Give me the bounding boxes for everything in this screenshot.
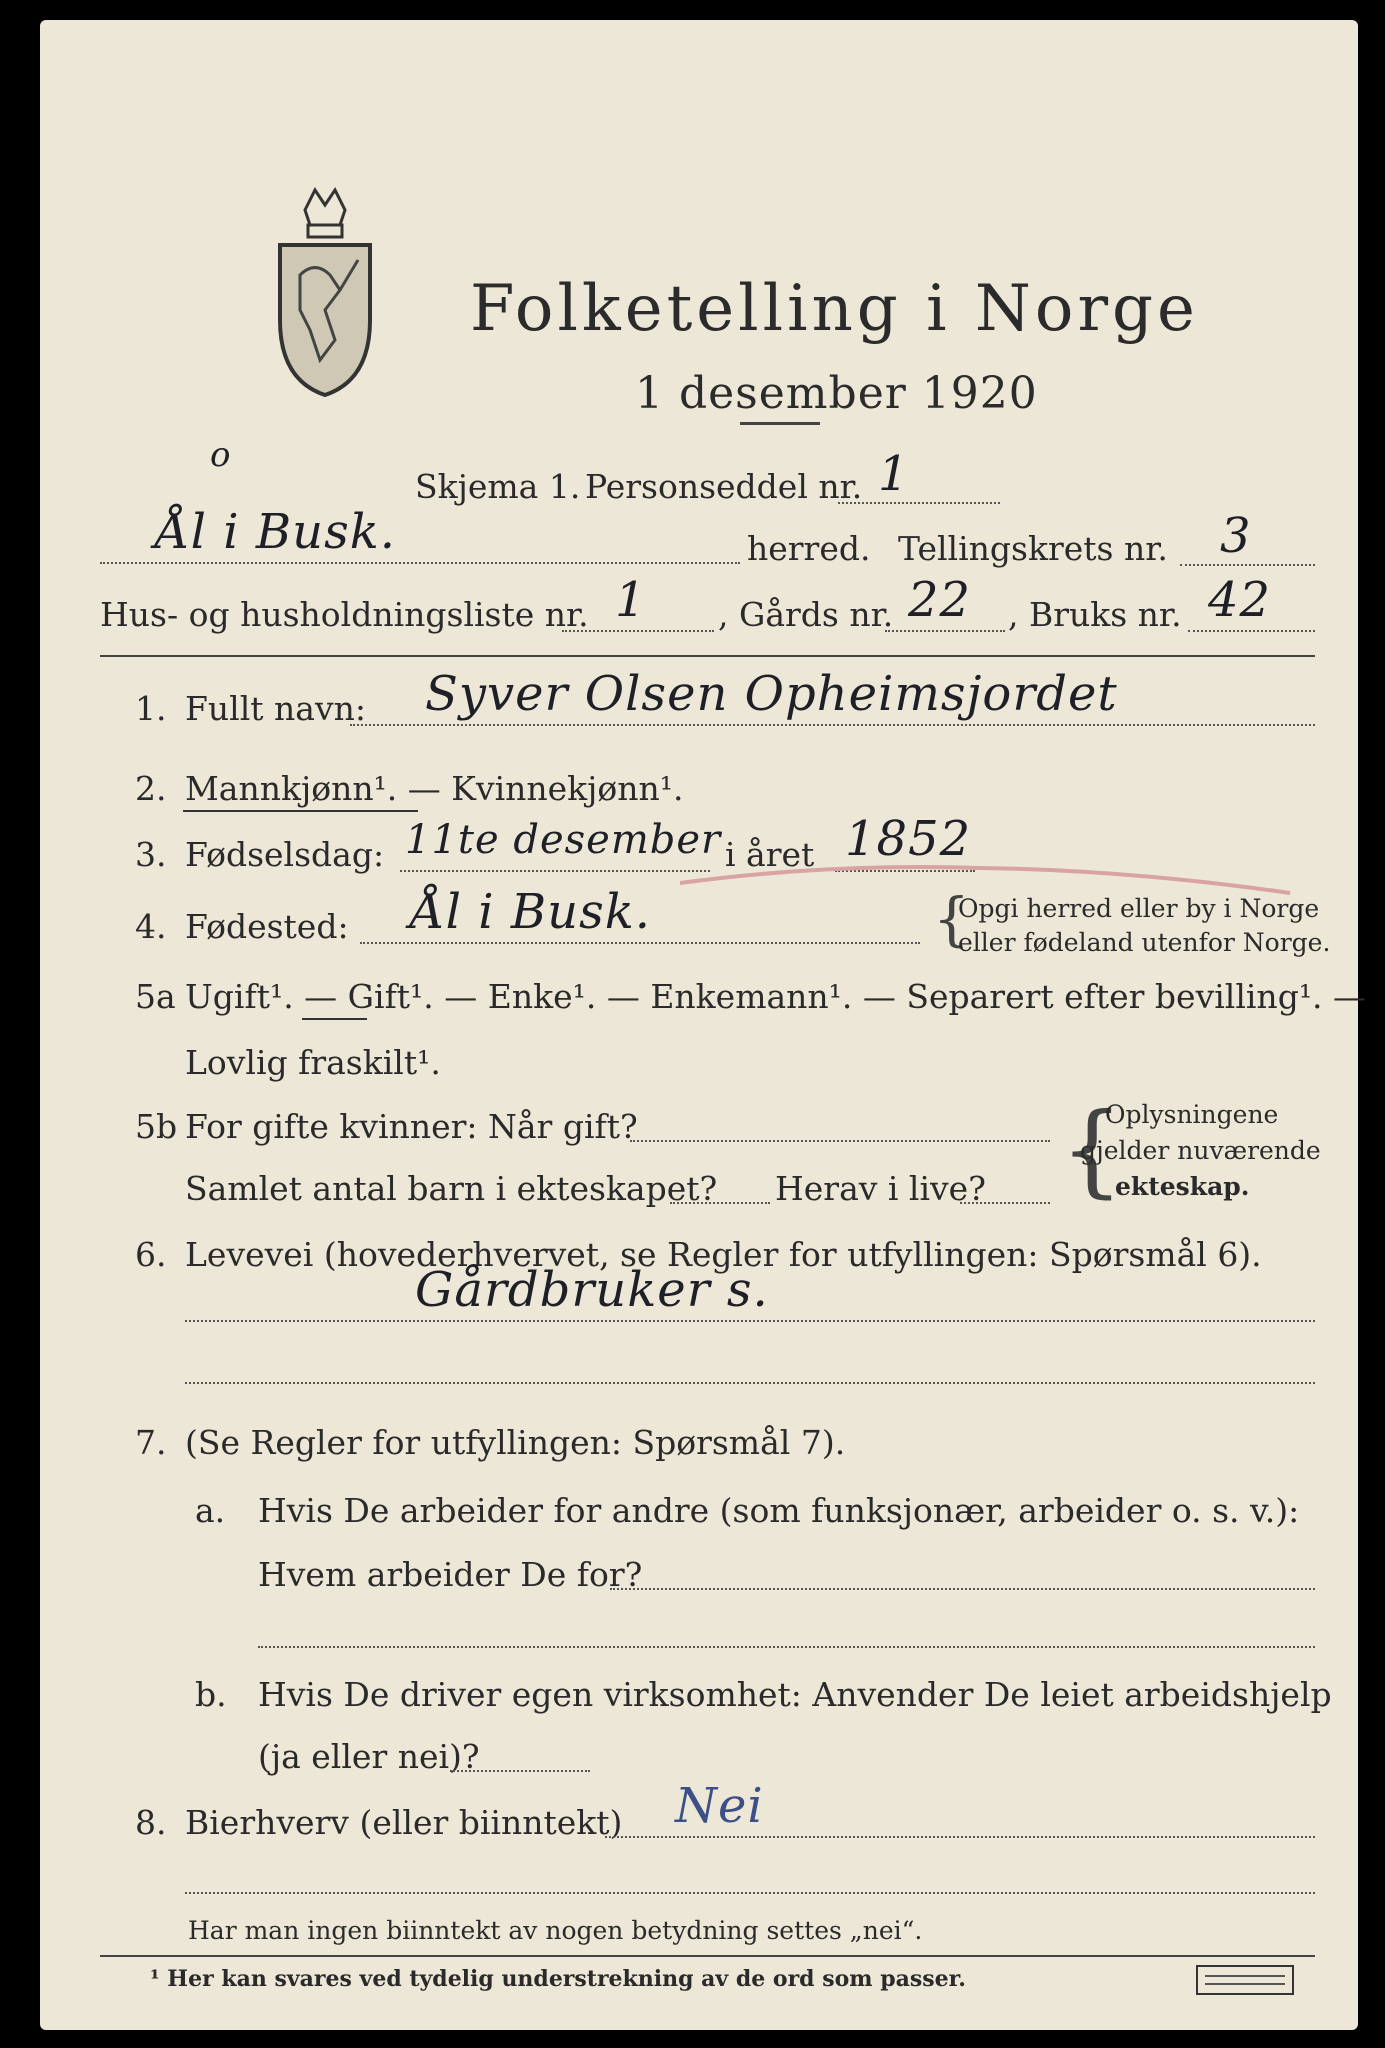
birthplace-note-1: Opgi herred eller by i Norge bbox=[958, 894, 1320, 923]
q7a-text: Hvis De arbeider for andre (som funksjonær, arbeider o. s. v.): bbox=[258, 1491, 1300, 1530]
herred-line bbox=[100, 562, 740, 564]
bruks-value[interactable]: 42 bbox=[1208, 572, 1272, 628]
tellingskrets-line bbox=[1180, 564, 1315, 566]
married-when-label: For gifte kvinner: Når gift? bbox=[185, 1107, 638, 1146]
hired-help-line bbox=[450, 1770, 590, 1772]
personseddel-line bbox=[838, 502, 1000, 504]
footnote: ¹ Her kan svares ved tydelig understrekning av de ord som passer. bbox=[150, 1966, 966, 1992]
census-form-sheet bbox=[40, 20, 1367, 2030]
q7-label: (Se Regler for utfyllingen: Spørsmål 7). bbox=[185, 1423, 846, 1462]
birthplace-line bbox=[360, 942, 920, 944]
q5b-number: 5b bbox=[135, 1107, 178, 1146]
marriage-note-brace: { bbox=[1060, 1091, 1124, 1208]
tellingskrets-value[interactable]: 3 bbox=[1220, 508, 1252, 564]
printer-stamp-icon bbox=[1195, 1964, 1295, 1996]
gards-line bbox=[885, 630, 1005, 632]
skjema-label: Skjema 1. bbox=[415, 467, 581, 506]
mannkjonn-underline bbox=[183, 810, 418, 812]
q4-number: 4. bbox=[135, 907, 167, 946]
children-alive-line bbox=[960, 1202, 1050, 1204]
side-income-value[interactable]: Nei bbox=[675, 1778, 764, 1834]
birthday-value[interactable]: 11te desember bbox=[405, 817, 722, 863]
herred-label: herred. bbox=[747, 529, 871, 568]
employer-label: Hvem arbeider De for? bbox=[258, 1555, 643, 1594]
side-income-line-1 bbox=[605, 1836, 1315, 1838]
gards-label: , Gårds nr. bbox=[718, 595, 894, 634]
employer-line-2 bbox=[258, 1646, 1315, 1648]
marital-status-options: Ugift¹. — Gift¹. — Enke¹. — Enkemann¹. — Separert efter bevilling¹. — bbox=[185, 977, 1367, 1016]
children-alive-label: Herav i live? bbox=[775, 1169, 986, 1208]
q2-number: 2. bbox=[135, 769, 167, 808]
birthplace-value[interactable]: Ål i Busk. bbox=[410, 884, 652, 940]
marital-status-options-2: Lovlig fraskilt¹. bbox=[185, 1043, 441, 1082]
hired-help-label: (ja eller nei)? bbox=[258, 1737, 480, 1776]
personseddel-value[interactable]: 1 bbox=[878, 446, 910, 502]
year-label: i året bbox=[725, 835, 815, 874]
gift-underline bbox=[302, 1018, 367, 1020]
title-divider bbox=[740, 422, 820, 425]
husholdningsliste-value[interactable]: 1 bbox=[615, 572, 647, 628]
marriage-note-2: gjelder nuværende bbox=[1080, 1136, 1321, 1165]
side-income-line-2 bbox=[185, 1892, 1315, 1894]
employer-line-1 bbox=[610, 1588, 1315, 1590]
q3-number: 3. bbox=[135, 835, 167, 874]
husholdningsliste-line bbox=[562, 630, 714, 632]
full-name-value[interactable]: Syver Olsen Opheimsjordet bbox=[425, 666, 1118, 722]
tellingskrets-label: Tellingskrets nr. bbox=[898, 529, 1168, 568]
bruks-label: , Bruks nr. bbox=[1008, 595, 1182, 634]
marriage-note-1: Oplysningene bbox=[1105, 1100, 1279, 1129]
q8-number: 8. bbox=[135, 1803, 167, 1842]
children-count-line bbox=[670, 1202, 770, 1204]
header-rule bbox=[100, 655, 1315, 657]
full-name-line bbox=[350, 724, 1315, 726]
husholdningsliste-label: Hus- og husholdningsliste nr. bbox=[100, 595, 589, 634]
q1-number: 1. bbox=[135, 689, 167, 728]
herred-value[interactable]: Ål i Busk. bbox=[155, 504, 397, 560]
q7b-text: Hvis De driver egen virksomhet: Anvender De leiet arbeidshjelp bbox=[258, 1675, 1332, 1714]
occupation-line-2 bbox=[185, 1382, 1315, 1384]
birth-year-value[interactable]: 1852 bbox=[845, 811, 972, 867]
q1-label: Fullt navn: bbox=[185, 689, 366, 728]
side-income-label: Bierhverv (eller biinntekt) bbox=[185, 1803, 623, 1842]
q3-label: Fødselsdag: bbox=[185, 835, 385, 874]
q6-number: 6. bbox=[135, 1235, 167, 1274]
children-count-label: Samlet antal barn i ekteskapet? bbox=[185, 1169, 718, 1208]
q5a-number: 5a bbox=[135, 977, 176, 1016]
red-pencil-mark bbox=[680, 858, 1300, 898]
q7b-letter: b. bbox=[195, 1675, 227, 1714]
nei-instruction: Har man ingen biinntekt av nogen betydning settes „nei“. bbox=[188, 1916, 923, 1945]
census-date: 1 desember 1920 bbox=[635, 368, 1038, 419]
q4-label: Fødested: bbox=[185, 907, 349, 946]
ring-mark: o bbox=[210, 435, 232, 475]
q7a-letter: a. bbox=[195, 1491, 226, 1530]
footnote-rule bbox=[100, 1955, 1315, 1957]
personseddel-label: Personseddel nr. bbox=[585, 467, 863, 506]
bruks-line bbox=[1188, 630, 1315, 632]
occupation-label: Levevei (hovederhvervet, se Regler for utfyllingen: Spørsmål 6). bbox=[185, 1235, 1262, 1274]
married-when-line bbox=[630, 1140, 1050, 1142]
gards-value[interactable]: 22 bbox=[908, 572, 972, 628]
norwegian-coat-of-arms-icon bbox=[270, 180, 380, 400]
form-title: Folketelling i Norge bbox=[470, 272, 1199, 346]
q7-number: 7. bbox=[135, 1423, 167, 1462]
occupation-value[interactable]: Gårdbruker s. bbox=[415, 1262, 769, 1318]
birthplace-note-2: eller fødeland utenfor Norge. bbox=[958, 928, 1331, 957]
sex-options: Mannkjønn¹. — Kvinnekjønn¹. bbox=[185, 769, 684, 808]
marriage-note-3: ekteskap. bbox=[1115, 1172, 1250, 1201]
birthday-line bbox=[400, 870, 710, 872]
occupation-line-1 bbox=[185, 1320, 1315, 1322]
birthplace-brace: { bbox=[933, 885, 970, 953]
